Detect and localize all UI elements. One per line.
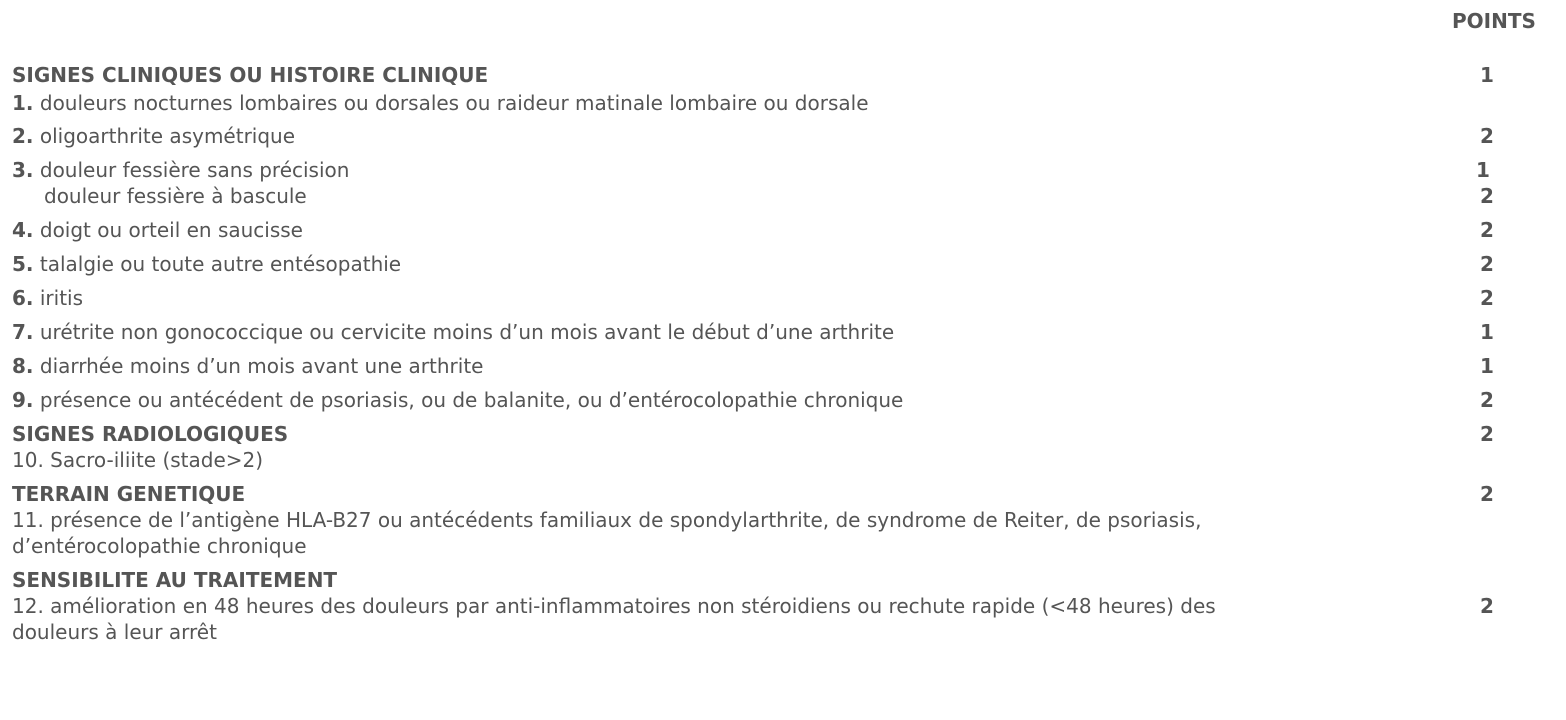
criterion-text: iritis: [39, 286, 84, 310]
criterion-number: 8.: [12, 354, 34, 378]
criterion-text-continued: d’entérocolopathie chronique: [12, 534, 307, 558]
criterion-row: [12, 90, 869, 116]
criterion-number: 7.: [12, 320, 34, 344]
section-points: 1: [1480, 63, 1494, 87]
criterion-number: 5.: [12, 252, 34, 276]
criterion-number: 4.: [12, 218, 34, 242]
criterion-row: [12, 285, 83, 311]
criterion-row: [12, 319, 894, 345]
criterion-subtext: douleur fessière à bascule: [44, 184, 307, 208]
section-points: 2: [1480, 422, 1494, 446]
criterion-text-continued: douleurs à leur arrêt: [12, 620, 217, 644]
section-title-radiological: SIGNES RADIOLOGIQUES: [12, 422, 289, 446]
section-title-genetic: TERRAIN GENETIQUE: [12, 482, 246, 506]
criterion-number: 3.: [12, 158, 34, 182]
criterion-text: 10. Sacro-iliite (stade>2): [12, 448, 264, 472]
criterion-text: 11. présence de l’antigène HLA-B27 ou antécédents familiaux de spondylarthrite, de syndrome de Reiter, de psoriasis,: [12, 508, 1202, 532]
section-title-treatment: SENSIBILITE AU TRAITEMENT: [12, 568, 338, 592]
criterion-subpoints: 2: [1480, 184, 1494, 208]
criterion-text: urétrite non gonococcique ou cervicite moins d’un mois avant le début d’une arthrite: [39, 320, 895, 344]
criterion-points: 1: [1476, 158, 1490, 182]
criterion-points: 2: [1480, 388, 1494, 412]
criterion-text: doigt ou orteil en saucisse: [39, 218, 303, 242]
criterion-points: 1: [1480, 354, 1494, 378]
criterion-number: 6.: [12, 286, 34, 310]
criterion-number: 1.: [12, 91, 34, 115]
points-column-header: POINTS: [1452, 9, 1536, 33]
criterion-points: 2: [1480, 252, 1494, 276]
criterion-row: [12, 217, 303, 243]
criterion-text: oligoarthrite asymétrique: [39, 124, 296, 148]
criterion-text: talalgie ou toute autre entésopathie: [39, 252, 402, 276]
criterion-row: [12, 353, 483, 379]
criterion-number: 9.: [12, 388, 34, 412]
criterion-row: [12, 251, 401, 277]
criterion-row: [12, 157, 349, 183]
criterion-points: 2: [1480, 286, 1494, 310]
criterion-points: 2: [1480, 124, 1494, 148]
criterion-points: 1: [1480, 320, 1494, 344]
decorative-green-mark: [14, 712, 84, 720]
criterion-number: 2.: [12, 124, 34, 148]
criterion-text: 12. amélioration en 48 heures des douleurs par anti-inflammatoires non stéroidiens ou rechute rapide (<48 heures) des: [12, 594, 1216, 618]
criterion-text: douleurs nocturnes lombaires ou dorsales ou raideur matinale lombaire ou dorsale: [39, 91, 869, 115]
criterion-row: [12, 387, 903, 413]
criterion-text: diarrhée moins d’un mois avant une arthrite: [39, 354, 484, 378]
criterion-text: douleur fessière sans précision: [39, 158, 350, 182]
criterion-points: 2: [1480, 594, 1494, 618]
criterion-text: présence ou antécédent de psoriasis, ou de balanite, ou d’entérocolopathie chronique: [39, 388, 904, 412]
criterion-points: 2: [1480, 218, 1494, 242]
section-points: 2: [1480, 482, 1494, 506]
section-title-clinical: SIGNES CLINIQUES OU HISTOIRE CLINIQUE: [12, 63, 489, 87]
criterion-row: [12, 123, 295, 149]
